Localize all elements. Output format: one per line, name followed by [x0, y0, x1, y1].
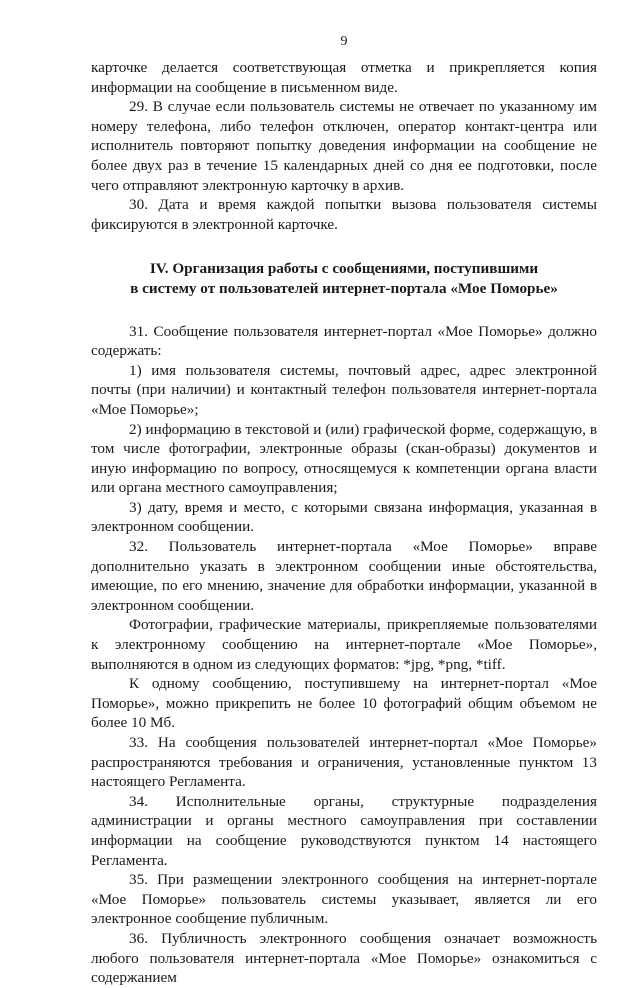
document-body — [91, 58, 597, 988]
page-number: 9 — [340, 34, 348, 49]
paragraph-34: 34. Исполнительные органы, структурные подразделения администрации и органы местного самоуправления при составлении информации на сообщение руководствуются пунктом 14 настоящего Регламента. — [91, 792, 597, 869]
paragraph-36: 36. Публичность электронного сообщения означает возможность любого пользователя интернет-портала «Мое Поморье» ознакомиться с содержанием — [91, 929, 597, 987]
paragraph-31-item-2: 2) информацию в текстовой и (или) графической форме, содержащую, в том числе фотографии, электронные образы (скан-образы) документов и иную информацию по вопросу, относящемуся к компетенции органа власти или органа местного самоуправления; — [91, 420, 597, 497]
paragraph-32-formats: Фотографии, графические материалы, прикрепляемые пользователями к электронному сообщению на интернет-портале «Мое Поморье», выполняются в одном из следующих форматов: *jpg, *png, *tiff. — [91, 616, 597, 673]
paragraph-32: 32. Пользователь интернет-портала «Мое Поморье» вправе дополнительно указать в электронном сообщении иные обстоятельства, имеющие, по его мнению, значение для обработки информации, указанной в электронном сообщении. — [91, 538, 597, 614]
paragraph-31-item-1: 1) имя пользователя системы, почтовый адрес, адрес электронной почты (при наличии) и контактный телефон пользователя интернет-портала «Мое Поморье»; — [91, 361, 597, 418]
paragraph-31-item-3: 3) дату, время и место, с которыми связана информация, указанная в электронном сообщении. — [91, 498, 597, 536]
paragraph-continuation: карточке делается соответствующая отметка и прикрепляется копия информации на сообщение в письменном виде. — [91, 59, 597, 96]
paragraph-30: 30. Дата и время каждой попытки вызова пользователя системы фиксируются в электронной карточке. — [91, 196, 597, 233]
paragraph-35: 35. При размещении электронного сообщения на интернет-портале «Мое Поморье» пользователь системы указывает, является ли его электронное сообщение публичным. — [91, 871, 597, 928]
paragraph-29: 29. В случае если пользователь системы не отвечает по указанному им номеру телефона, либо телефон отключен, оператор контакт-центра или исполнитель повторяют попытку доведения информации на сообщение не более двух раз в течение 15 календарных дней со дня ее подготовки, после чего отправляют электронную карточку в архив. — [91, 98, 597, 194]
section-heading — [91, 259, 597, 298]
paragraph-33: 33. На сообщения пользователей интернет-портал «Мое Поморье» распространяются требования и ограничения, установленные пунктом 13 настоящего Регламента. — [91, 734, 597, 791]
paragraph-32-limits: К одному сообщению, поступившему на интернет-портал «Мое Поморье», можно прикрепить не более 10 фотографий общим объемом не более 10 Мб. — [91, 675, 597, 732]
section-heading-line-2: в систему от пользователей интернет-портала «Мое Поморье» — [130, 279, 558, 297]
section-heading-line-1: IV. Организация работы с сообщениями, поступившими — [149, 260, 539, 278]
paragraph-31: 31. Сообщение пользователя интернет-портал «Мое Поморье» должно содержать: — [91, 322, 597, 360]
